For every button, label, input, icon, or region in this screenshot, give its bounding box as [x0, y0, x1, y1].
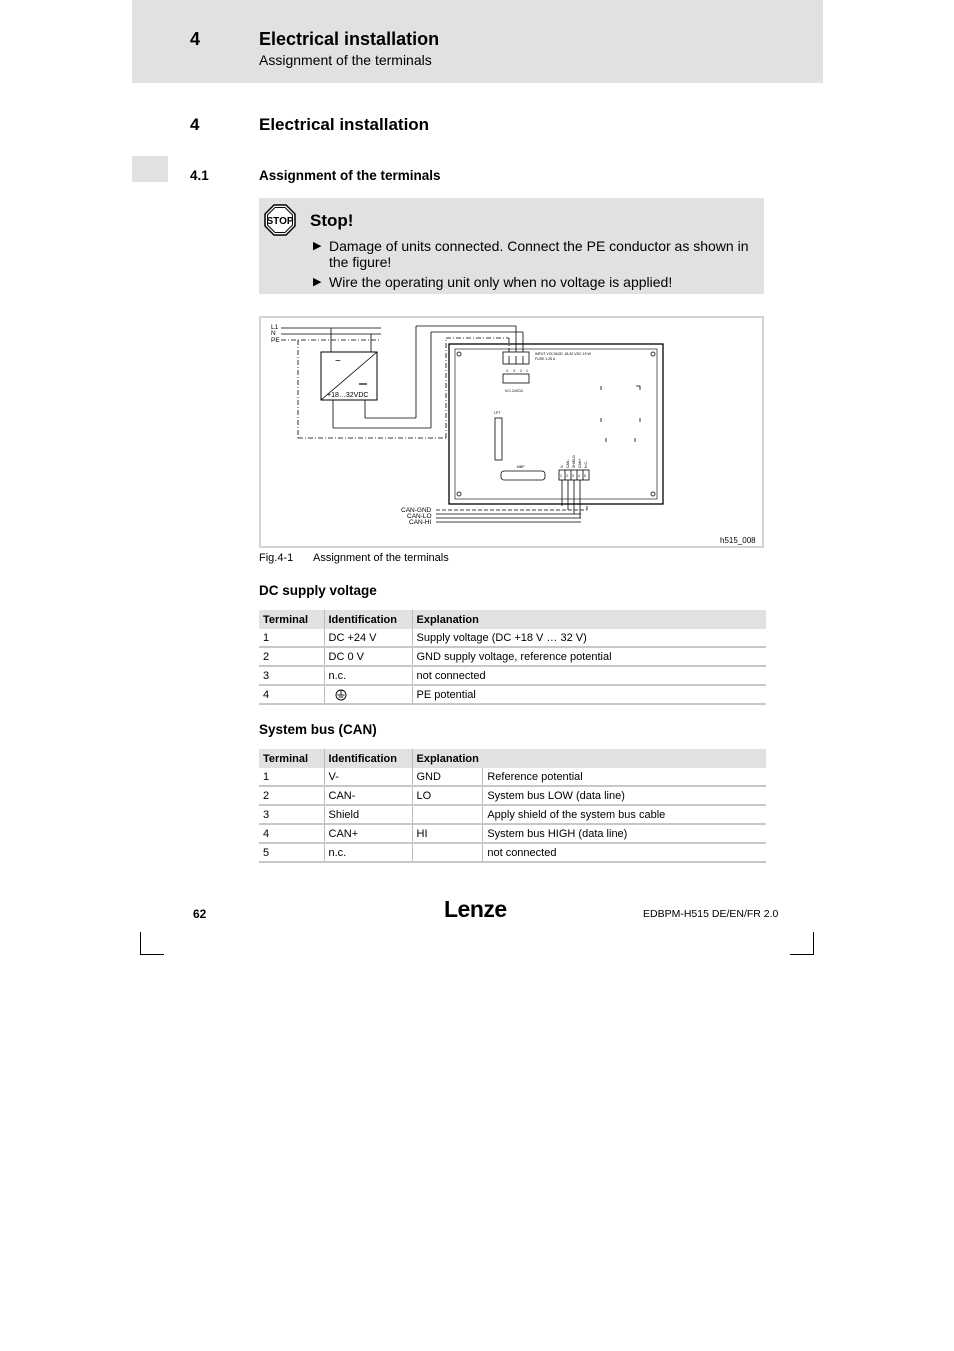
svg-text:5: 5 [584, 474, 586, 478]
svg-text:CAN-LO: CAN-LO [407, 513, 432, 520]
table-cell: CAN+ [324, 824, 412, 843]
table-cell: 2 [259, 786, 324, 805]
svg-text:INPUT VOLTAGE: 18-32 VDC 15 W: INPUT VOLTAGE: 18-32 VDC 15 W [535, 352, 591, 356]
svg-text:3: 3 [513, 369, 515, 373]
table-cell: Supply voltage (DC +18 V … 32 V) [412, 629, 766, 647]
table-cell: Apply shield of the system bus cable [483, 805, 766, 824]
system-bus-table [259, 749, 766, 863]
earth-ground-icon [335, 689, 347, 701]
wiring-diagram-figure [259, 316, 764, 548]
table-cell: 2 [259, 647, 324, 666]
svg-text:2: 2 [520, 369, 522, 373]
svg-text:N.C.: N.C. [584, 461, 588, 468]
svg-text:CAN+: CAN+ [578, 458, 582, 468]
table-header-row [259, 610, 766, 629]
table-header-cell: Explanation [412, 749, 483, 768]
stop-title: Stop! [310, 211, 354, 230]
figure-caption-text: Assignment of the terminals [313, 552, 449, 564]
stop-item: ▶ Wire the operating unit only when no voltage is applied! [313, 274, 673, 290]
svg-text:+18…32VDC: +18…32VDC [327, 392, 369, 399]
table-cell: n.c. [324, 666, 412, 685]
table-row [259, 685, 766, 704]
bullet-arrow-icon: ▶ [313, 240, 322, 252]
svg-text:4: 4 [578, 474, 580, 478]
svg-text:L1: L1 [271, 324, 279, 331]
stop-sign-icon [264, 204, 296, 236]
table-cell: System bus LOW (data line) [483, 786, 766, 805]
section-title: Electrical installation [259, 115, 430, 134]
stop-item: ▶ Damage of units connected. Connect the PE conductor as shown in the figure! [313, 238, 749, 270]
table-cell: V- [324, 768, 412, 786]
svg-text:1: 1 [560, 474, 562, 478]
document-id: EDBPM-H515 DE/EN/FR 2.0 [643, 908, 779, 920]
dc-table-title: DC supply voltage [259, 583, 377, 598]
section-number: 4 [190, 115, 200, 134]
table-row [259, 666, 766, 685]
table-cell: 3 [259, 666, 324, 685]
table-cell: Reference potential [483, 768, 766, 786]
table-cell: 4 [259, 824, 324, 843]
table-cell [412, 805, 483, 824]
wiring-diagram [261, 318, 762, 546]
crop-mark [140, 932, 141, 955]
page-number: 62 [193, 907, 207, 921]
table-header-cell: Identification [324, 610, 412, 629]
svg-text:MBP: MBP [517, 465, 525, 469]
table-header-row [259, 749, 766, 768]
svg-text:1: 1 [526, 369, 528, 373]
table-row [259, 647, 766, 666]
header-subtitle: Assignment of the terminals [259, 52, 432, 68]
svg-text:N.C.24VDC: N.C.24VDC [505, 389, 524, 393]
table-cell: System bus HIGH (data line) [483, 824, 766, 843]
table-cell: DC 0 V [324, 647, 412, 666]
crop-mark [140, 954, 164, 955]
chapter-tab [132, 156, 168, 182]
header-chapter-title: Electrical installation [259, 29, 440, 49]
subsection-title: Assignment of the terminals [259, 168, 441, 183]
page-header [132, 0, 823, 83]
table-cell: not connected [412, 666, 766, 685]
table-row [259, 786, 766, 805]
svg-text:CAN-GND: CAN-GND [401, 507, 432, 514]
table-cell: 3 [259, 805, 324, 824]
table-cell: LO [412, 786, 483, 805]
table-row [259, 768, 766, 786]
table-row [259, 824, 766, 843]
table-cell [324, 685, 412, 704]
table-cell: not connected [483, 843, 766, 862]
crop-mark [813, 932, 814, 955]
svg-text:STOP: STOP [266, 216, 294, 227]
table-cell [412, 843, 483, 862]
table-row [259, 843, 766, 862]
table-header-cell: Explanation [412, 610, 766, 629]
svg-text:FUSE 1.25 A: FUSE 1.25 A [535, 357, 556, 361]
table-cell: 1 [259, 768, 324, 786]
dc-supply-table [259, 610, 766, 705]
header-chapter-number: 4 [190, 29, 201, 49]
svg-text:h515_008: h515_008 [720, 536, 756, 545]
table-header-cell: Identification [324, 749, 412, 768]
table-row [259, 805, 766, 824]
svg-text:2: 2 [566, 474, 568, 478]
ac-symbol: ~ [335, 356, 341, 367]
lenze-logo: Lenze [444, 896, 507, 922]
bullet-arrow-icon: ▶ [313, 276, 322, 288]
figure-caption-number: Fig.4-1 [259, 552, 294, 564]
svg-text:PE: PE [271, 337, 280, 344]
table-cell: HI [412, 824, 483, 843]
table-cell: GND [412, 768, 483, 786]
svg-text:3: 3 [572, 474, 574, 478]
svg-text:V-: V- [560, 464, 564, 468]
table-cell: GND supply voltage, reference potential [412, 647, 766, 666]
table-header-cell: Terminal [259, 610, 324, 629]
table-cell: n.c. [324, 843, 412, 862]
table-header-cell [483, 749, 766, 768]
svg-text:SHIELD: SHIELD [572, 455, 576, 468]
stop-warning-box [259, 198, 764, 294]
svg-text:CAN-: CAN- [566, 459, 570, 468]
table-cell: DC +24 V [324, 629, 412, 647]
table-cell: 4 [259, 685, 324, 704]
svg-text:4: 4 [506, 369, 508, 373]
table-cell: Shield [324, 805, 412, 824]
svg-text:CAN-HI: CAN-HI [409, 519, 432, 526]
table-cell: 5 [259, 843, 324, 862]
can-table-title: System bus (CAN) [259, 722, 377, 737]
table-header-cell: Terminal [259, 749, 324, 768]
crop-mark [790, 954, 814, 955]
svg-text:N: N [271, 330, 276, 337]
svg-text:LPT: LPT [494, 411, 501, 415]
table-cell: 1 [259, 629, 324, 647]
table-cell: PE potential [412, 685, 766, 704]
subsection-number: 4.1 [190, 168, 209, 183]
table-row [259, 629, 766, 647]
table-cell: CAN- [324, 786, 412, 805]
